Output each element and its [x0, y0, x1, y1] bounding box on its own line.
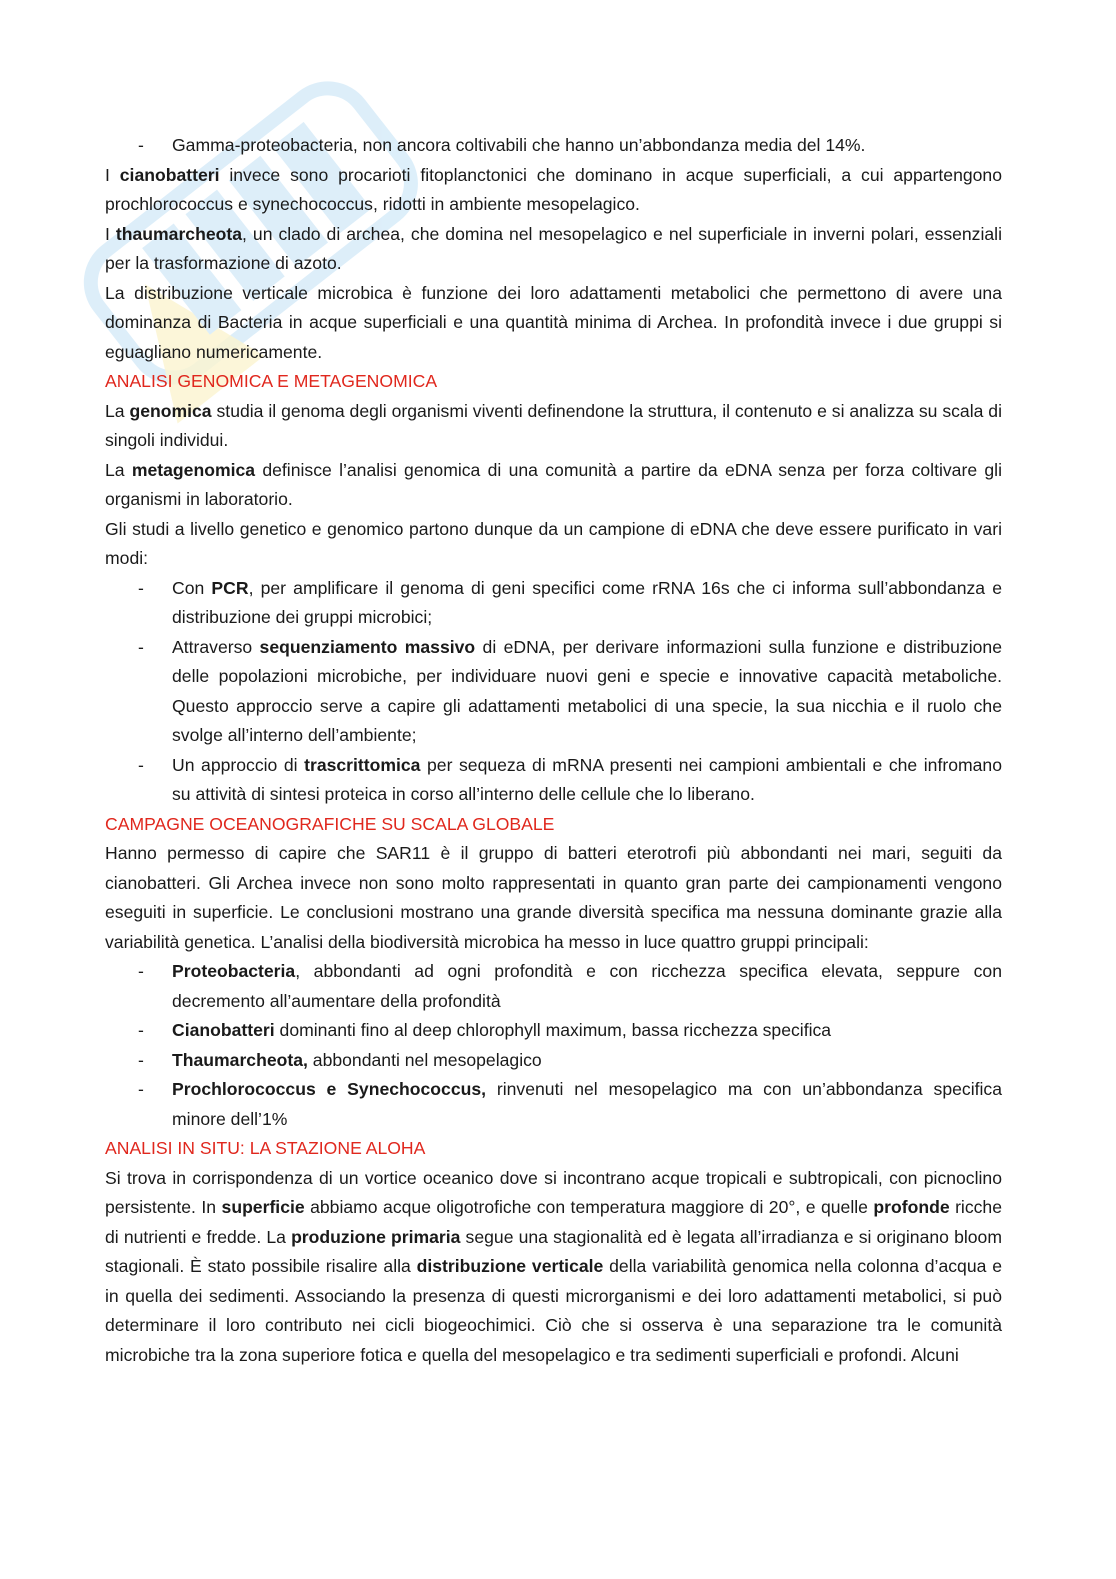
- bold-term: PCR: [211, 577, 249, 598]
- paragraph: [105, 839, 1002, 957]
- bold-term: cianobatteri: [119, 164, 220, 185]
- bold-term: profonde: [873, 1197, 950, 1217]
- paragraph: [105, 1164, 1002, 1371]
- bullet-dash: -: [138, 754, 144, 775]
- bold-term: Prochlorococcus e Synechococcus,: [172, 1079, 487, 1099]
- paragraph: [105, 397, 1002, 456]
- bold-term: genomica: [129, 400, 212, 421]
- bold-term: distribuzione verticale: [416, 1256, 604, 1276]
- text-run: Gamma-proteobacteria, non ancora coltivabili che hanno un’abbondanza media del 14%.: [172, 135, 866, 155]
- text-run: ANALISI IN SITU: LA STAZIONE ALOHA: [105, 1138, 426, 1158]
- section-heading: [105, 367, 1002, 397]
- section-heading: [105, 810, 1002, 840]
- text-run: della variabilità genomica nella colonna d’acqua e in quella dei sedimenti. Associando la presenza di questi microrganismi e dei loro adattamenti metabolici, si può determinare il loro contributo nei cicli biogeochimici. Ciò che si osserva è una separazione tra le comunità microbiche tra la zona superiore fotica e quella del mesopelagico e tra sedimenti superficiali e profondi. Alcuni: [105, 1256, 1002, 1365]
- list-item: [105, 1046, 1002, 1076]
- list-item: [105, 957, 1002, 1016]
- text-run: abbondanti nel mesopelagico: [307, 1049, 542, 1070]
- bold-term: Proteobacteria: [172, 961, 296, 981]
- text-run: per sequeza di mRNA presenti nei campioni ambientali e che infromano su attività di sintesi proteica in corso all’interno delle cellule che lo liberano.: [172, 754, 1002, 804]
- text-run: invece sono procarioti fitoplanctonici che dominano in acque superficiali, a cui appartengono prochlorococcus e synechococcus, ridotti in ambiente mesopelagico.: [105, 164, 1002, 214]
- text-run: La: [105, 400, 130, 421]
- paragraph: [105, 279, 1002, 368]
- bold-term: thaumarcheota: [115, 223, 243, 244]
- text-run: Gli studi a livello genetico e genomico partono dunque da un campione di eDNA che deve essere purificato in vari modi:: [105, 518, 1002, 568]
- list-item: [105, 1016, 1002, 1046]
- text-run: CAMPAGNE OCEANOGRAFICHE SU SCALA GLOBALE: [105, 813, 555, 834]
- bullet-dash: -: [138, 577, 144, 598]
- paragraph: [105, 220, 1002, 279]
- bold-term: superficie: [221, 1197, 305, 1217]
- list-item: [105, 633, 1002, 751]
- bullet-dash: -: [138, 135, 144, 155]
- text-run: Hanno permesso di capire che SAR11 è il gruppo di batteri eterotrofi più abbondanti nei mari, seguiti da cianobatteri. Gli Archea invece non sono molto rappresentati in quanto gran parte dei campionamenti vengono eseguiti in superficie. Le conclusioni mostrano una grande diversità specifica ma nessuna dominante grazie alla variabilità genetica. L’analisi della biodiversità microbica ha messo in luce quattro gruppi principali:: [105, 843, 1002, 952]
- text-run: dominanti fino al deep chlorophyll maximum, bassa ricchezza specifica: [274, 1020, 832, 1040]
- bullet-dash: -: [138, 1020, 144, 1040]
- text-run: studia il genoma degli organismi viventi definendone la struttura, il contenuto e si analizza su scala di singoli individui.: [105, 400, 1002, 450]
- text-run: definisce l’analisi genomica di una comunità a partire da eDNA senza per forza coltivare gli organismi in laboratorio.: [105, 459, 1002, 509]
- list-item: [105, 131, 1002, 161]
- bold-term: sequenziamento massivo: [259, 636, 476, 657]
- text-run: segue una stagionalità ed è legata all’irradianza e si originano bloom stagionali. È stato possibile risalire alla: [105, 1226, 1002, 1276]
- paragraph: [105, 515, 1002, 574]
- text-run: La distribuzione verticale microbica è funzione dei loro adattamenti metabolici che permettono di avere una dominanza di Bacteria in acque superficiali e una quantità minima di Archea. In profondità invece i due gruppi si eguagliano numericamente.: [105, 282, 1002, 362]
- paragraph: [105, 456, 1002, 515]
- bold-term: trascrittomica: [304, 754, 421, 775]
- text-run: La: [105, 459, 132, 480]
- bold-term: metagenomica: [131, 459, 256, 480]
- document-page: [105, 131, 1002, 1370]
- list-item: [105, 1075, 1002, 1134]
- bullet-dash: -: [138, 961, 144, 981]
- section-heading: [105, 1134, 1002, 1164]
- bold-term: Thaumarcheota,: [172, 1049, 308, 1070]
- text-run: rinvenuti nel mesopelagico ma con un’abbondanza specifica minore dell’1%: [172, 1079, 1002, 1129]
- bullet-dash: -: [138, 1049, 144, 1070]
- list-item: [105, 574, 1002, 633]
- text-run: di eDNA, per derivare informazioni sulla funzione e distribuzione delle popolazioni microbiche, per individuare nuovi geni e specie e innovative capacità metaboliche. Questo approccio serve a capire gli adattamenti metabolici di una specie, la sua nicchia e il ruolo che svolge all’interno dell’ambiente;: [172, 636, 1002, 745]
- text-run: Con: [172, 577, 212, 598]
- bold-term: Cianobatteri: [172, 1020, 275, 1040]
- text-run: I: [105, 223, 116, 244]
- text-run: Attraverso: [172, 636, 260, 657]
- text-run: abbiamo acque oligotrofiche con temperatura maggiore di 20°, e quelle: [304, 1197, 874, 1217]
- bullet-dash: -: [138, 1079, 144, 1099]
- text-run: I: [105, 164, 120, 185]
- text-run: Si trova in corrispondenza di un vortice oceanico dove si incontrano acque tropicali e subtropicali, con picnoclino persistente. In: [105, 1167, 1002, 1217]
- text-run: , abbondanti ad ogni profondità e con ricchezza specifica elevata, seppure con decremento all’aumentare della profondità: [172, 961, 1002, 1011]
- text-run: ricche di nutrienti e fredde. La: [105, 1197, 1003, 1247]
- bullet-dash: -: [138, 636, 144, 657]
- text-run: ANALISI GENOMICA E METAGENOMICA: [105, 371, 438, 391]
- text-run: Un approccio di: [172, 754, 305, 775]
- list-item: [105, 751, 1002, 810]
- paragraph: [105, 161, 1002, 220]
- text-run: , un clado di archea, che domina nel mesopelagico e nel superficiale in inverni polari, essenziali per la trasformazione di azoto.: [105, 223, 1002, 273]
- text-run: , per amplificare il genoma di geni specifici come rRNA 16s che ci informa sull’abbondanza e distribuzione dei gruppi microbici;: [172, 577, 1003, 627]
- bold-term: produzione primaria: [291, 1226, 461, 1247]
